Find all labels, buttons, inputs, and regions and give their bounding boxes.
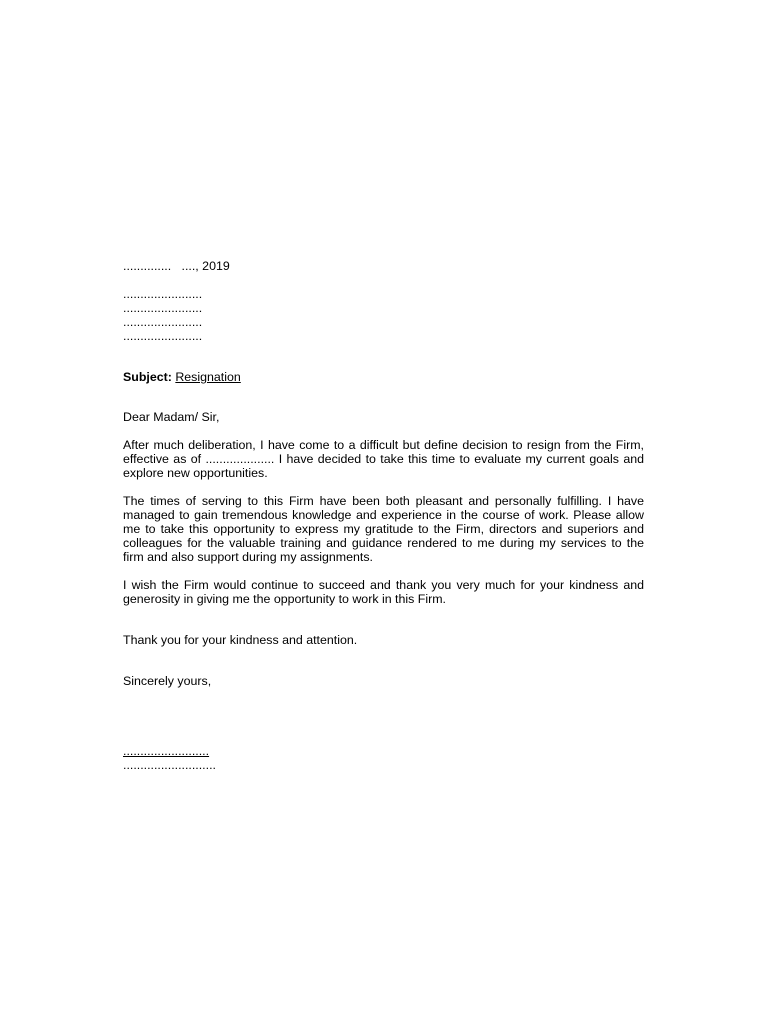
body-paragraph: After much deliberation, I have come to a difficult but define decision to resign from the Firm, effective as of .................... I have decided to take this time to evaluate my current goals and explore new opportunities.: [123, 438, 644, 480]
resignation-letter: [123, 259, 644, 772]
salutation: Dear Madam/ Sir,: [123, 410, 220, 424]
address-line: .......................: [123, 301, 203, 315]
subject-text: Resignation: [175, 370, 241, 384]
signature-block: [123, 744, 644, 772]
address-line: .......................: [123, 315, 203, 329]
subject-line: [123, 370, 644, 384]
subject-label: Subject:: [123, 370, 172, 384]
signoff: Sincerely yours,: [123, 674, 212, 688]
address-line: .......................: [123, 287, 203, 301]
signature-line: .........................: [123, 744, 210, 758]
address-line: .......................: [123, 329, 203, 343]
signature-name-line: ...........................: [123, 758, 216, 772]
body-paragraph: The times of serving to this Firm have been both pleasant and personally fulfilling. I have managed to gain tremendous knowledge and experience in the course of work. Please allow me to take this opportunity to express my gratitude to the Firm, directors and superiors and colleagues for the valuable training and guidance rendered to me during my services to the firm and also support during my assignments.: [123, 494, 644, 564]
recipient-address: [123, 287, 644, 343]
body-paragraph: I wish the Firm would continue to succeed and thank you very much for your kindness and generosity in giving me the opportunity to work in this Firm.: [123, 578, 644, 606]
closing-thanks: Thank you for your kindness and attention.: [123, 633, 358, 647]
letter-date: .............. ...., 2019: [123, 259, 230, 273]
